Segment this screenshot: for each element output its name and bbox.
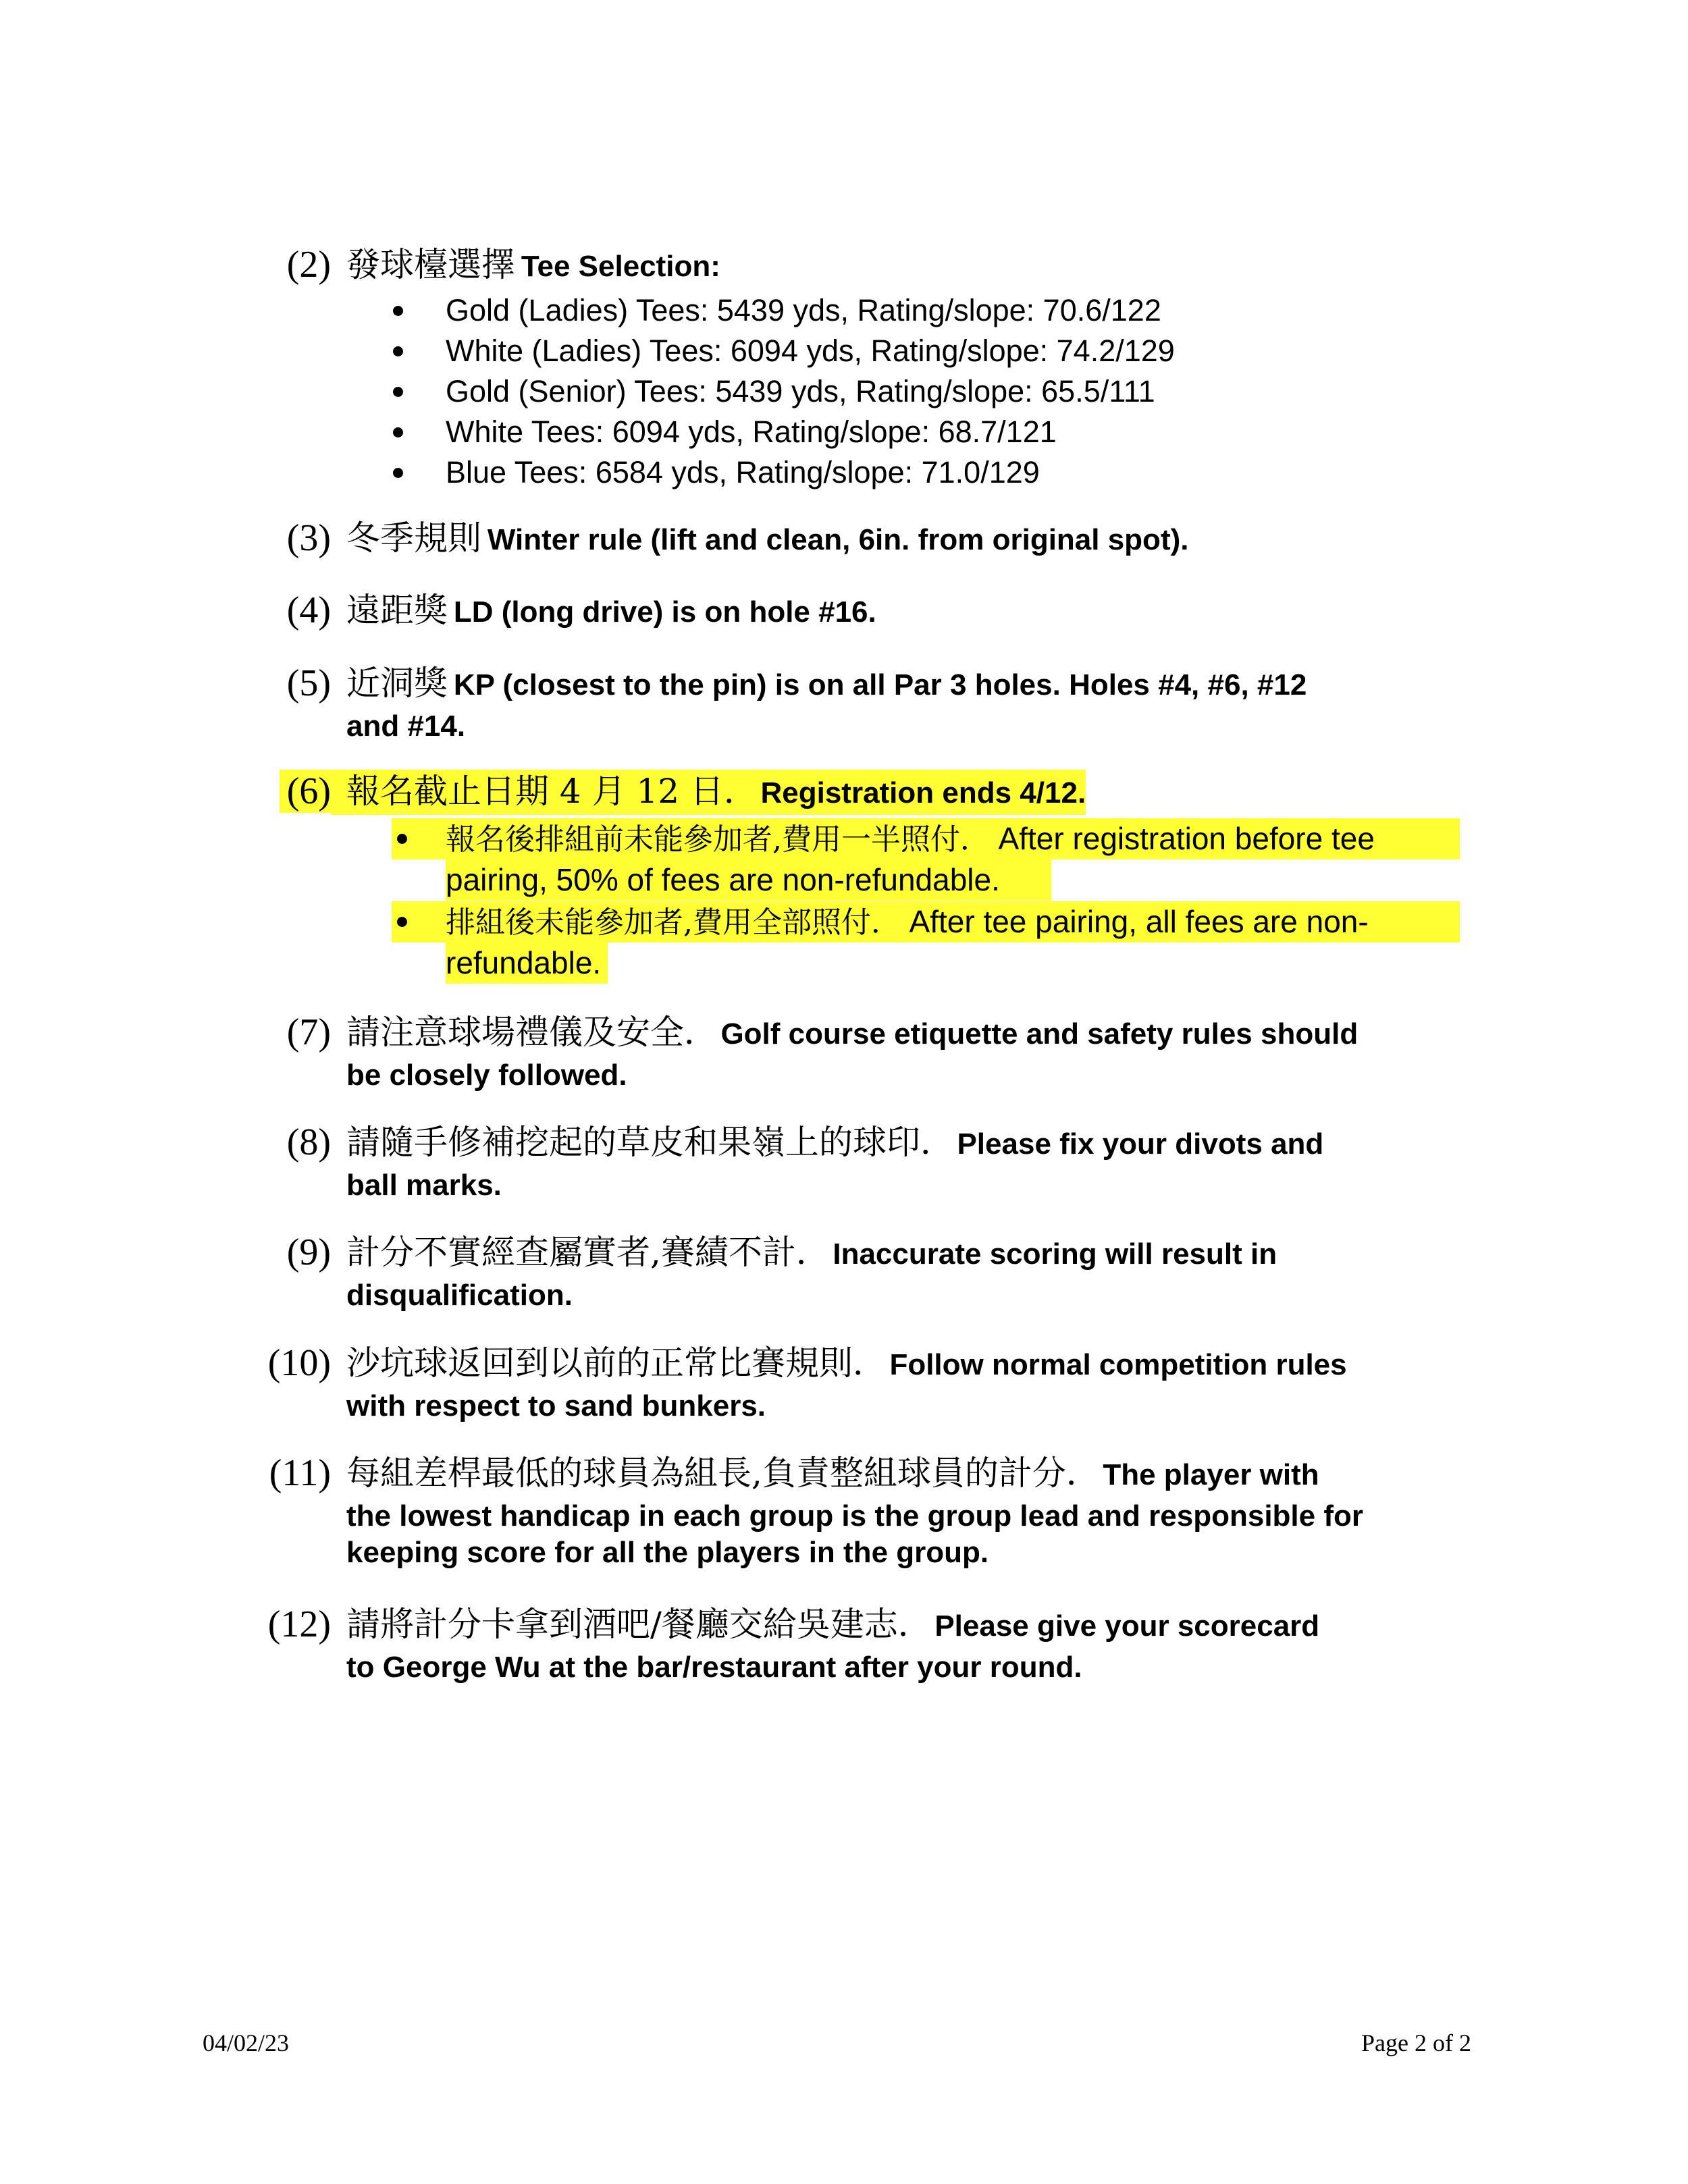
- rule-number: (6): [280, 770, 331, 813]
- footer-date: 04/02/23: [203, 2029, 290, 2056]
- bullet-icon: [393, 346, 403, 356]
- rule-number: (9): [286, 1231, 331, 1273]
- rule-text-en: Winter rule (lift and clean, 6in. from original spot).: [487, 523, 1189, 556]
- list-item: Gold (Ladies) Tees: 5439 yds, Rating/slope: 70.6/122: [378, 290, 1175, 331]
- note-zh: 排組後未能參加者,費用全部照付．: [446, 905, 901, 940]
- rule-title-zh: 遠距獎: [346, 591, 448, 630]
- bullet-icon: [393, 468, 403, 478]
- rule-number: (8): [286, 1121, 331, 1163]
- rule-text-en: Please give your scorecard: [934, 1609, 1320, 1643]
- rule-text-en-cont: with respect to sand bunkers.: [346, 1389, 766, 1422]
- list-item: White Tees: 6094 yds, Rating/slope: 68.7/121: [378, 412, 1175, 452]
- rule-text-en-cont: the lowest handicap in each group is the group lead and responsible for: [346, 1499, 1363, 1533]
- note-zh: 報名後排組前未能參加者,費用一半照付．: [446, 822, 990, 857]
- rule-text-en: Golf course etiquette and safety rules should: [720, 1017, 1359, 1050]
- rule-number: (10): [267, 1342, 331, 1384]
- note-en-cont: pairing, 50% of fees are non-refundable.: [446, 862, 1000, 897]
- rule-title-zh: 請注意球場禮儀及安全．: [346, 1013, 718, 1052]
- bullet-icon: [397, 917, 407, 927]
- bullet-icon: [393, 306, 403, 316]
- footer-page-number: Page 2 of 2: [1361, 2029, 1471, 2056]
- note-en: After registration before tee: [998, 821, 1375, 856]
- rule-number: (7): [286, 1011, 331, 1053]
- rule-text-en: Registration ends 4/12.: [760, 776, 1086, 809]
- rule-title-zh: 冬季規則: [346, 518, 481, 558]
- bullet-icon: [393, 387, 403, 397]
- rule-title-zh: 報名截止日期 4 月 12 日．: [346, 772, 758, 811]
- rule-number: (12): [267, 1603, 331, 1645]
- rule-text-en-cont: be closely followed.: [346, 1059, 627, 1092]
- rule-text-en-cont: ball marks.: [346, 1169, 502, 1202]
- rule-number: (3): [286, 517, 331, 559]
- rule-text-en: LD (long drive) is on hole #16.: [453, 595, 876, 629]
- rule-number: (2): [286, 244, 331, 286]
- rule-title-zh: 每組差桿最低的球員為組長,負責整組球員的計分．: [346, 1454, 1100, 1493]
- rule-text-en: Follow normal competition rules: [889, 1348, 1347, 1381]
- note-en: After tee pairing, all fees are non-: [909, 904, 1369, 939]
- note-en-cont: refundable.: [446, 945, 602, 980]
- rule-title-zh: 請將計分卡拿到酒吧/餐廳交給吳建志．: [346, 1605, 932, 1644]
- rule-title-zh: 近洞獎: [346, 664, 448, 703]
- rule-title-zh: 計分不實經查屬實者,賽績不計．: [346, 1233, 830, 1272]
- rule-text-en-cont: and #14.: [346, 710, 466, 743]
- rule-number: (4): [286, 589, 331, 631]
- rule-text-en-cont: keeping score for all the players in the group.: [346, 1536, 989, 1569]
- rule-title-zh: 發球檯選擇: [346, 245, 515, 284]
- list-item: White (Ladies) Tees: 6094 yds, Rating/slope: 74.2/129: [378, 331, 1175, 371]
- rule-title-en: Tee Selection:: [521, 250, 720, 283]
- rule-number: (5): [286, 662, 331, 704]
- rule-text-en: Please fix your divots and: [957, 1127, 1324, 1161]
- bullet-icon: [397, 834, 407, 844]
- rule-title-zh: 請隨手修補挖起的草皮和果嶺上的球印．: [346, 1123, 954, 1162]
- list-item: Blue Tees: 6584 yds, Rating/slope: 71.0/129: [378, 452, 1175, 493]
- list-item: Gold (Senior) Tees: 5439 yds, Rating/slope: 65.5/111: [378, 371, 1175, 412]
- bullet-icon: [393, 427, 403, 437]
- rule-text-en-cont: to George Wu at the bar/restaurant after your round.: [346, 1651, 1082, 1684]
- rule-text-en: KP (closest to the pin) is on all Par 3 holes. Holes #4, #6, #12: [453, 668, 1307, 701]
- rule-text-en: Inaccurate scoring will result in: [833, 1237, 1277, 1271]
- tee-list: [378, 290, 1175, 493]
- rule-text-en: The player with: [1103, 1458, 1319, 1491]
- rule-title-zh: 沙坑球返回到以前的正常比賽規則．: [346, 1343, 887, 1383]
- rule-text-en-cont: disqualification.: [346, 1279, 573, 1312]
- rule-number: (11): [269, 1452, 331, 1494]
